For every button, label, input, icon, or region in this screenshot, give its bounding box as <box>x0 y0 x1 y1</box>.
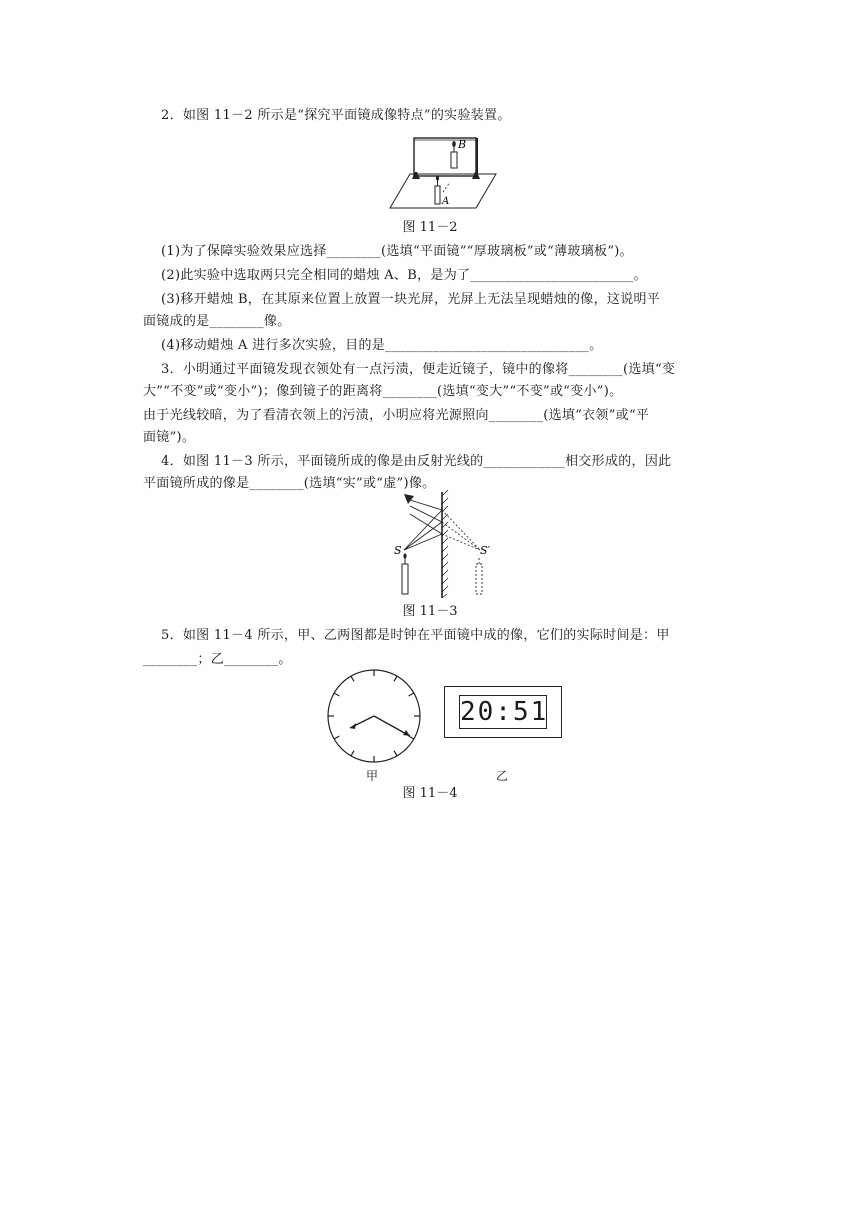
label-a: A <box>442 196 450 207</box>
clock-tick <box>334 693 339 696</box>
glass-plate <box>414 138 476 176</box>
q2-part-3-line-2: 面镜成的是________像。 <box>143 314 291 329</box>
q2-part-1: (1)为了保障实验效果应选择________(选填“平面镜”“厚玻璃板”或“薄玻璃板”)。 <box>161 244 633 259</box>
clock-tick <box>409 693 414 696</box>
caption-figure-11-2: 图 11－2 <box>402 220 458 235</box>
candle-s <box>402 564 408 594</box>
q2-part-4: (4)移动蜡烛 A 进行多次实验，目的是______________________________。 <box>161 338 603 353</box>
label-b: B <box>458 138 467 151</box>
label-jia: 甲 <box>366 769 379 783</box>
figure-11-3-mirror-reflection <box>390 490 500 600</box>
q2-part-2: (2)此实验中选取两只完全相同的蜡烛 A、B，是为了________________________。 <box>161 268 647 283</box>
caption-figure-11-4: 图 11－4 <box>402 786 458 801</box>
label-s: S <box>394 544 402 557</box>
q2-part-3-line-1: (3)移开蜡烛 B，在其原来位置上放置一块光屏，光屏上无法呈现蜡烛的像，这说明平 <box>161 292 661 307</box>
q5-line-1: 5．如图 11－4 所示，甲、乙两图都是时钟在平面镜中成的像，它们的实际时间是：甲 <box>161 628 670 643</box>
q5-line-2: ________；乙________。 <box>143 652 292 667</box>
clock-tick <box>334 736 339 739</box>
candle-a <box>435 186 440 204</box>
caption-figure-11-3: 图 11－3 <box>402 604 458 619</box>
q2-intro: 2．如图 11－2 所示是“探究平面镜成像特点”的实验装置。 <box>161 108 511 123</box>
label-s-prime: S′ <box>480 544 491 557</box>
label-yi: 乙 <box>496 769 509 783</box>
reflected-rays <box>410 500 442 534</box>
q3-line-4: 面镜”)。 <box>143 430 196 445</box>
figure-11-2-mirror-setup <box>388 132 500 214</box>
clock-tick <box>394 751 397 756</box>
digital-clock-mirror-image <box>444 686 562 738</box>
mirror-hatching <box>442 490 448 598</box>
clock-tick <box>351 676 354 681</box>
q4-line-2: 平面镜所成的像是________(选填“实”或“虚”)像。 <box>143 476 436 491</box>
candle-s-prime <box>476 564 482 594</box>
clock-tick <box>394 676 397 681</box>
eye-icon <box>404 494 414 504</box>
candle-b <box>451 152 457 168</box>
q3-line-3: 由于光线较暗，为了看清衣领上的污渍，小明应将光源照向________(选填“衣领”或“平 <box>143 408 650 423</box>
digital-time-display: 20:51 <box>460 697 549 727</box>
clock-tick <box>351 751 354 756</box>
analog-clock-mirror-image <box>326 668 422 764</box>
q3-line-1: 3．小明通过平面镜发现衣领处有一点污渍，便走近镜子，镜中的像将________(选填“变 <box>161 362 676 377</box>
q4-line-1: 4．如图 11－3 所示，平面镜所成的像是由反射光线的____________相交形成的，因此 <box>161 454 672 469</box>
q3-line-2: 大”“不变”或“变小”)；像到镜子的距离将________(选填“变大”“不变”或“变小”)。 <box>143 384 623 399</box>
